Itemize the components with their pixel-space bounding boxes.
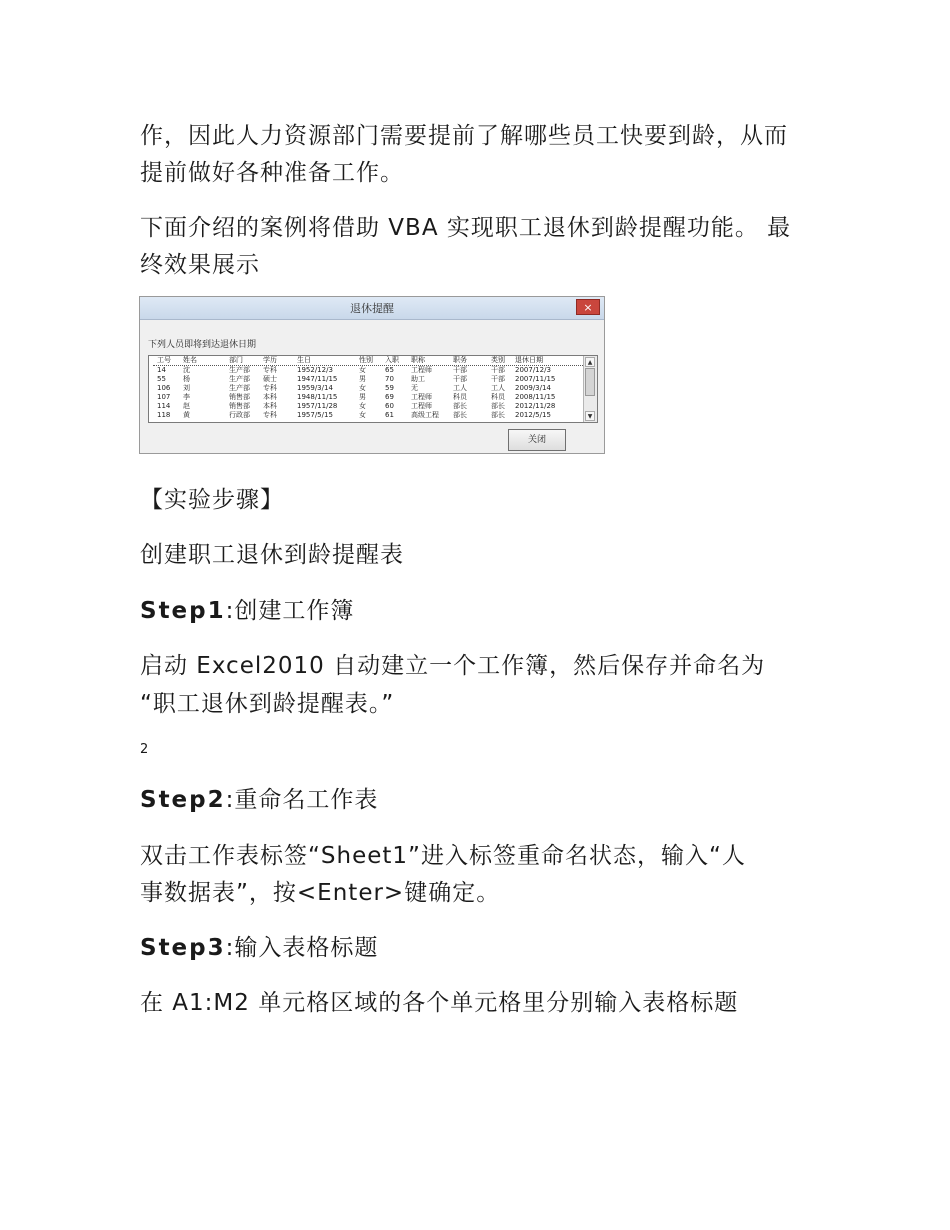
column-header: 职务 [453,356,467,364]
list-item[interactable] [149,393,585,402]
cell: 男 [359,375,366,383]
cell: 118 [157,411,171,419]
cell: 干部 [491,366,505,374]
cell: 男 [359,393,366,401]
column-header: 姓名 [183,356,197,364]
cell: 本科 [263,393,277,401]
cell: 行政部 [229,411,250,419]
list-item[interactable] [149,384,585,393]
cell: 女 [359,384,366,392]
cell: 生产部 [229,384,250,392]
cell: 2007/11/15 [515,375,556,383]
cell: 干部 [453,366,467,374]
cell: 刘 [183,384,190,392]
cell: 生产部 [229,366,250,374]
step-title: :创建工作簿 [225,598,355,624]
cell: 科员 [491,393,505,401]
step-heading [140,593,354,630]
paragraph-line: 事数据表”，按<Enter>键确定。 [140,880,501,906]
column-header: 部门 [229,356,243,364]
close-button[interactable]: 关闭 [508,429,566,451]
cell: 2012/5/15 [515,411,551,419]
paragraph-line: 终效果展示 [140,252,260,278]
column-header: 工号 [157,356,171,364]
column-header: 生日 [297,356,311,364]
step-title: :输入表格标题 [225,935,379,961]
cell: 14 [157,366,166,374]
cell: 黄 [183,411,190,419]
paragraph-line: 提前做好各种准备工作。 [140,160,404,186]
paragraph-line: 在 A1:M2 单元格区域的各个单元格里分别输入表格标题 [140,990,739,1016]
listbox-scrollbar[interactable] [583,356,597,422]
list-item[interactable] [149,366,585,375]
section-heading: 【实验步骤】 [140,487,284,513]
cell: 赵 [183,402,190,410]
cell: 李 [183,393,190,401]
column-header: 性别 [359,356,373,364]
cell: 部长 [453,411,467,419]
paragraph-line: 作，因此人力资源部门需要提前了解哪些员工快要到龄，从而 [140,123,788,149]
cell: 工程师 [411,402,432,410]
cell: 1957/5/15 [297,411,333,419]
retirement-reminder-dialog [139,296,605,454]
close-icon[interactable]: × [576,299,600,315]
cell: 2012/11/28 [515,402,556,410]
cell: 1952/12/3 [297,366,333,374]
cell: 女 [359,366,366,374]
cell: 沈 [183,366,190,374]
step-label: Step2 [140,787,226,813]
dialog-label: 下列人员即将到达退休日期 [148,340,257,350]
cell: 助工 [411,375,425,383]
page-number: 2 [140,742,149,757]
cell: 61 [385,411,394,419]
cell: 专科 [263,366,277,374]
sub-heading: 创建职工退休到龄提醒表 [140,542,404,568]
list-item[interactable] [149,375,585,384]
cell: 部长 [491,402,505,410]
cell: 硕士 [263,375,277,383]
cell: 65 [385,366,394,374]
cell: 专科 [263,384,277,392]
paragraph-line: 下面介绍的案例将借助 VBA 实现职工退休到龄提醒功能。 最 [140,215,792,241]
cell: 杨 [183,375,190,383]
step-title: :重命名工作表 [225,787,379,813]
cell: 1957/11/28 [297,402,338,410]
step-heading [140,930,378,967]
list-item[interactable] [149,411,585,420]
cell: 107 [157,393,171,401]
cell: 69 [385,393,394,401]
cell: 2007/12/3 [515,366,551,374]
cell: 工程师 [411,393,432,401]
dialog-title-bar [140,297,604,320]
cell: 1948/11/15 [297,393,338,401]
listbox-header-row [149,356,585,365]
column-header: 类别 [491,356,505,364]
cell: 无 [411,384,418,392]
cell: 专科 [263,411,277,419]
cell: 114 [157,402,171,410]
cell: 1959/3/14 [297,384,333,392]
scroll-up-icon[interactable]: ▲ [585,357,595,367]
cell: 销售部 [229,393,250,401]
cell: 工人 [453,384,467,392]
cell: 工人 [491,384,505,392]
cell: 60 [385,402,394,410]
cell: 生产部 [229,375,250,383]
column-header: 学历 [263,356,277,364]
cell: 部长 [491,411,505,419]
cell: 70 [385,375,394,383]
step-label: Step3 [140,935,226,961]
cell: 2008/11/15 [515,393,556,401]
dialog-title: 退休提醒 [350,302,394,315]
cell: 106 [157,384,171,392]
list-item[interactable] [149,402,585,411]
cell: 工程师 [411,366,432,374]
cell: 销售部 [229,402,250,410]
cell: 部长 [453,402,467,410]
column-header: 入职 [385,356,399,364]
cell: 1947/11/15 [297,375,338,383]
paragraph-line: 双击工作表标签“Sheet1”进入标签重命名状态，输入“人 [140,843,746,869]
cell: 科员 [453,393,467,401]
step-heading [140,782,378,819]
cell: 本科 [263,402,277,410]
cell: 女 [359,411,366,419]
column-header: 职称 [411,356,425,364]
step-label: Step1 [140,598,226,624]
paragraph-line: “职工退休到龄提醒表。” [140,691,395,717]
employee-listbox[interactable] [148,355,598,423]
cell: 2009/3/14 [515,384,551,392]
paragraph-line: 启动 Excel2010 自动建立一个工作簿，然后保存并命名为 [140,653,766,679]
column-header: 退休日期 [515,356,543,364]
scroll-down-icon[interactable]: ▼ [585,411,595,421]
cell: 55 [157,375,166,383]
scroll-thumb[interactable] [585,368,595,396]
cell: 高级工程 [411,411,439,419]
cell: 女 [359,402,366,410]
cell: 干部 [453,375,467,383]
cell: 干部 [491,375,505,383]
cell: 59 [385,384,394,392]
